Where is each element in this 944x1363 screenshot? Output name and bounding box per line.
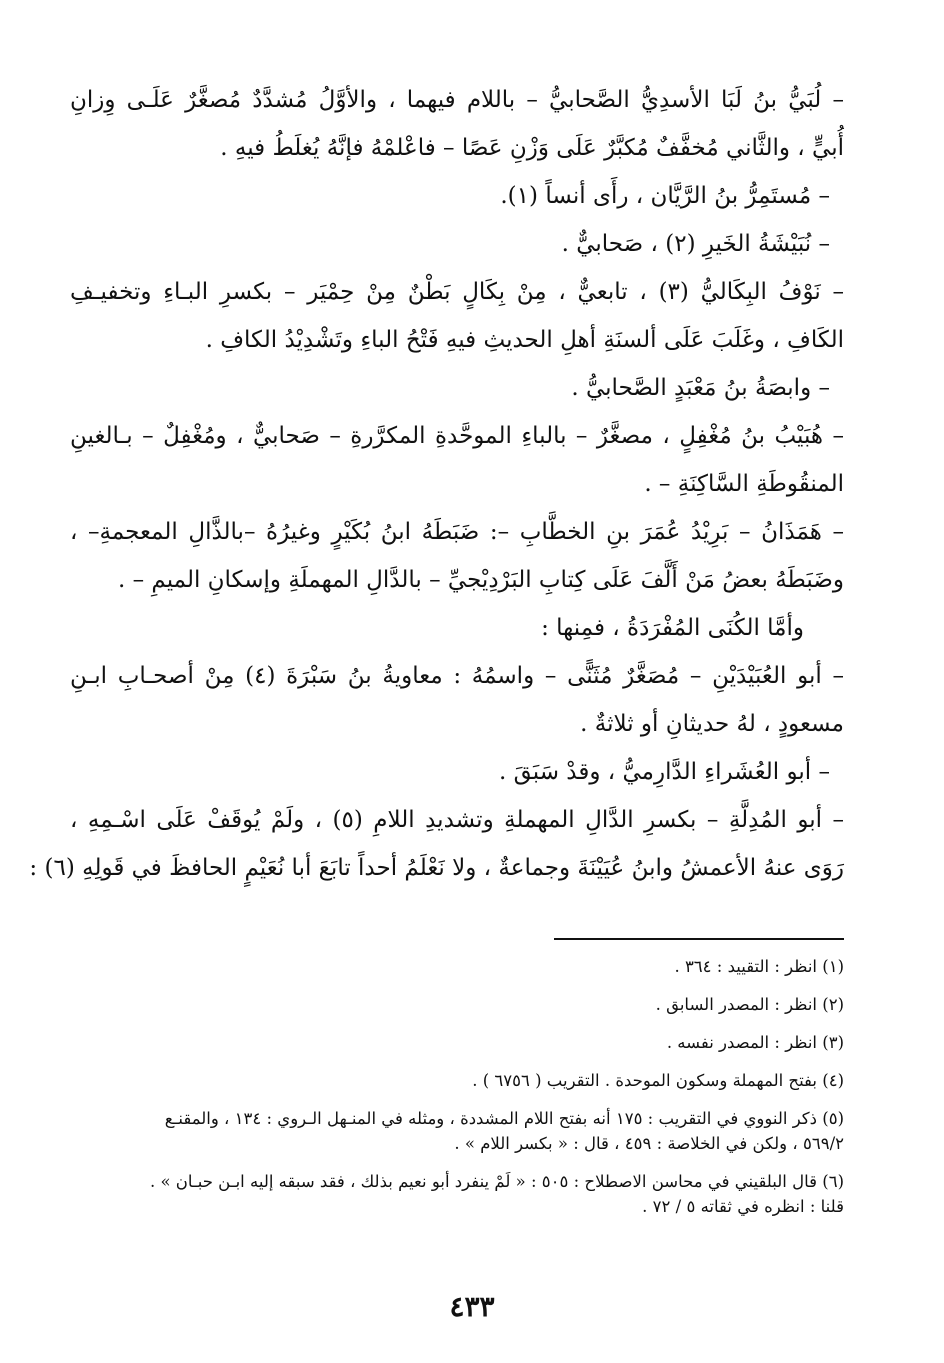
text-line: الكَافِ ، وغَلَبَ عَلَى ألسنَةِ أهلِ الحديثِ فيهِ فَتْحُ الباءِ وتَشْدِيْدُ الكافِ . [205,327,844,353]
footnote-divider [554,938,844,940]
page-number: ٤٣٣ [449,1290,495,1323]
text-line: وضَبَطَهُ بعضُ مَنْ أَلَّفَ عَلَى كِتابِ البَرْدِيْجيِّ – بالدَّالِ المهملَةِ وإسكانِ الميمِ – . [117,567,844,593]
text-line: أُبيٍّ ، والثَّاني مُخفَّفٌ مُكبَّرٌ عَلَى وَزْنِ عَصًا – فاعْلمْهُ فإنَّهُ يُغلَطُ فيهِ . [220,135,844,161]
footnote-continuation: قلنا : انظره في ثقاته ٥ / ٧٢ . [642,1197,844,1216]
footnote: (٣) انظر : المصدر نفسه . [666,1033,844,1052]
text-line: – هُبَيْبُ بنُ مُغْفِلٍ ، مصغَّرٌ – بالباءِ الموحَّدةِ المكرَّرةِ – صَحابيٌّ ، ومُغْفِلٌ – بـالغينِ [70,423,844,449]
text-line: المنقُوطَةِ السَّاكِنَةِ – . [644,471,844,497]
text-line: مسعودٍ ، لهُ حديثانِ أو ثلاثةٌ . [580,711,844,737]
footnote: (٢) انظر : المصدر السابق . [655,995,844,1014]
text-line: – أبو العُشَراءِ الدَّارِميُّ ، وقدْ سَبَقَ . [498,759,830,785]
text-line: – نَوْفُ البِكَاليُّ (٣) ، تابعيٌّ ، مِنْ بِكَالٍ بَطْنٌ مِنْ حِمْيَر – بكسرِ البـاءِ وتخفيـفِ [70,279,844,305]
text-line: – هَمَذَانُ – بَرِيْدُ عُمَرَ بنِ الخطَّابِ –: ضَبَطَهُ ابنُ بُكَيْرٍ وغيرُهُ –بالذَّالِ المعجمةِ– ، [70,519,844,545]
main-text [29,76,844,892]
footnote-continuation: ٥٦٩/٢ ، ولكن في الخلاصة : ٤٥٩ ، قال : « بكسر اللام » . [454,1134,844,1153]
text-line: – لُبَيُّ بنُ لَبَا الأسدِيُّ الصَّحابيُّ – باللام فيهما ، والأوَّلُ مُشدَّدٌ مُصغَّرٌ عَلَـى وِزانِ [70,87,844,113]
text-line: – مُستَمِرُّ بنُ الرَّيَّان ، رأَى أنساً (١). [500,183,830,209]
footnote: (٦) قال البلقيني في محاسن الاصطلاح : ٥٠٥ : « لَمْ ينفرد أبو نعيم بذلك ، فقد سبقه إليه ابـن حبـان » . [149,1172,844,1191]
footnote: (٥) ذكر النووي في التقريب : ١٧٥ أنه بفتح اللام المشددة ، ومثله في المنـهل الـروي : ١٣٤ ، والمقنـع [164,1109,844,1128]
text-line: – وابصَةُ بنُ مَعْبَدٍ الصَّحابيُّ . [571,375,830,401]
section-heading: وأمَّا الكُنَى المُفْرَدَةُ ، فمِنها : [541,615,804,641]
footnote: (٤) بفتح المهملة وسكون الموحدة . التقريب ( ٦٧٥٦ ) . [472,1071,844,1090]
text-line: – أبو المُدِلَّةِ – بكسرِ الدَّالِ المهملةِ وتشديدِ اللامِ (٥) ، ولَمْ يُوقَفْ عَلَى اسْـمِهِ ، [70,807,844,833]
footnote: (١) انظر : التقييد : ٣٦٤ . [674,957,844,976]
footnotes [70,956,844,1234]
text-line: رَوَى عنهُ الأعمشُ وابنُ عُيَيْنَةَ وجماعةٌ ، ولا نَعْلَمُ أحداً تابَعَ أبا نُعَيْمٍ الحافظَ في قَولِهِ (٦) : [29,855,844,881]
text-line: – نُبَيْشَةُ الخَيرِ (٢) ، صَحابيٌّ . [561,231,830,257]
text-line: – أبو العُبَيْدَيْنِ – مُصَغَّرٌ مُثَنًّى – واسمُهُ : معاويةُ بنُ سَبْرَةَ (٤) مِنْ أصحـابِ ابـنِ [70,663,844,689]
